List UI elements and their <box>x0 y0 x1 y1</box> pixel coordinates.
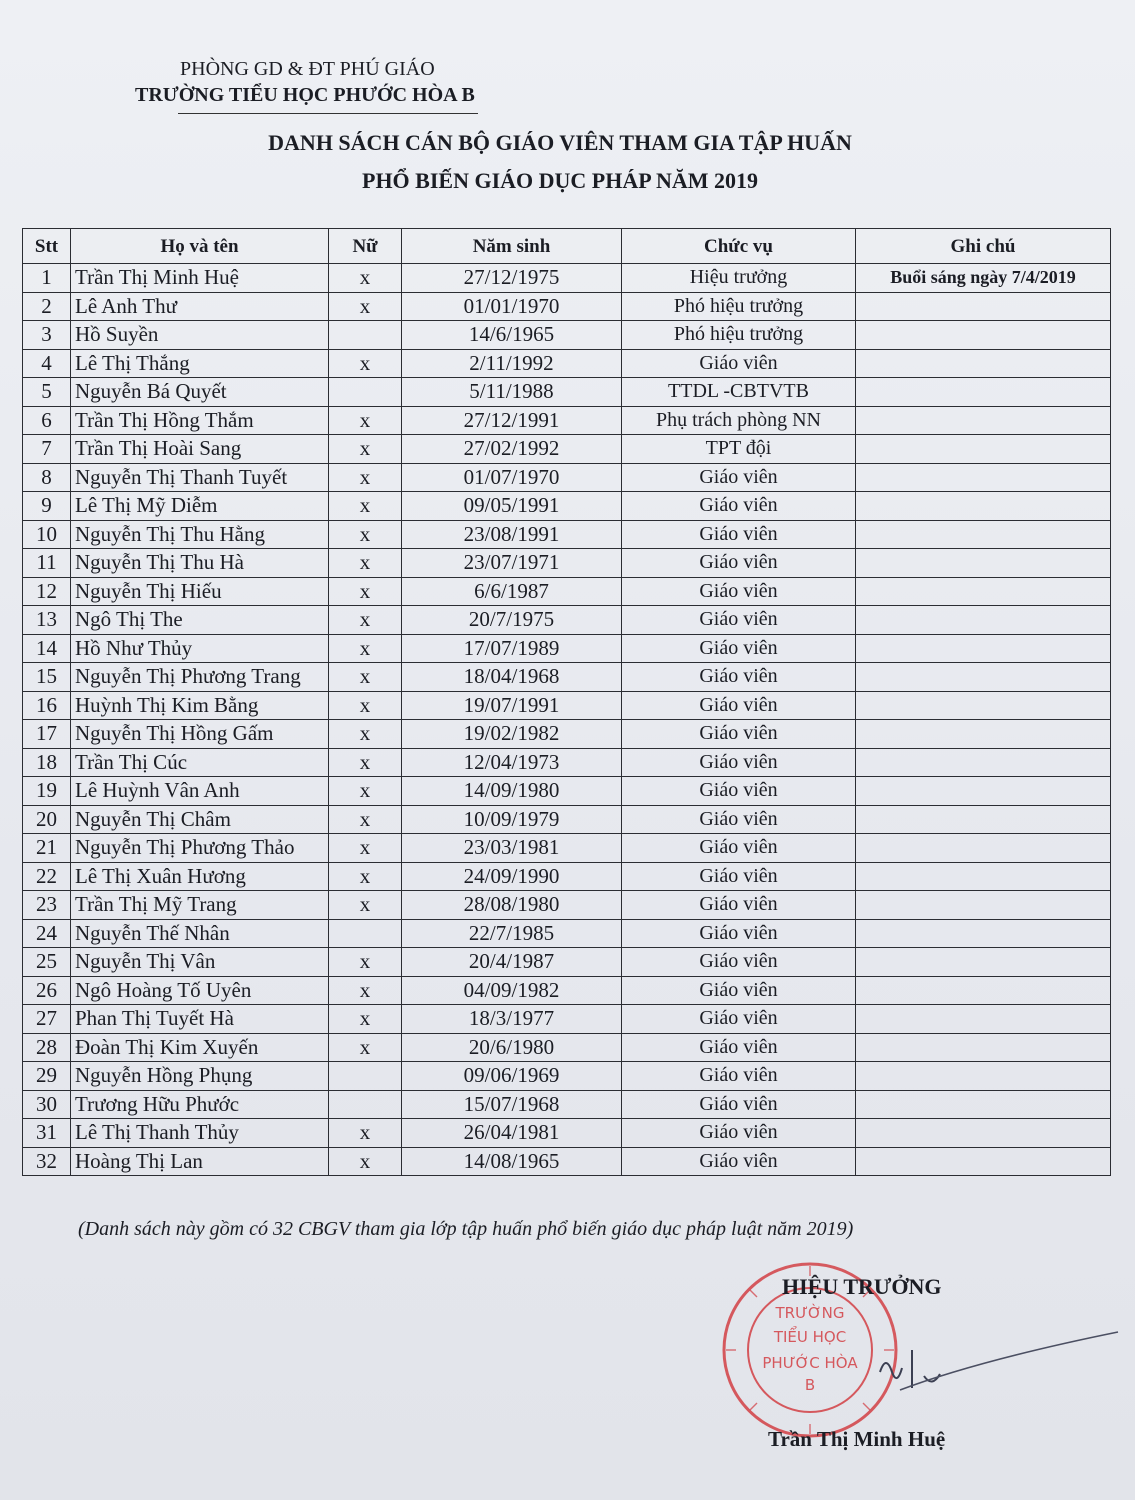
cell-name: Nguyễn Thị Hồng Gấm <box>71 720 329 749</box>
cell-female: x <box>329 264 402 293</box>
cell-stt: 6 <box>23 406 71 435</box>
cell-stt: 7 <box>23 435 71 464</box>
cell-position: Giáo viên <box>622 1005 856 1034</box>
cell-name: Lê Anh Thư <box>71 292 329 321</box>
cell-note <box>856 691 1111 720</box>
cell-note <box>856 834 1111 863</box>
cell-position: Giáo viên <box>622 463 856 492</box>
cell-note <box>856 948 1111 977</box>
cell-birth-date: 2/11/1992 <box>402 349 622 378</box>
cell-female: x <box>329 748 402 777</box>
cell-stt: 13 <box>23 606 71 635</box>
cell-name: Nguyễn Hồng Phụng <box>71 1062 329 1091</box>
cell-birth-date: 20/6/1980 <box>402 1033 622 1062</box>
cell-stt: 12 <box>23 577 71 606</box>
cell-birth-date: 5/11/1988 <box>402 378 622 407</box>
cell-stt: 1 <box>23 264 71 293</box>
cell-position: Giáo viên <box>622 1090 856 1119</box>
cell-note <box>856 748 1111 777</box>
table-row <box>23 1005 1111 1034</box>
cell-note <box>856 435 1111 464</box>
cell-stt: 10 <box>23 520 71 549</box>
cell-position: TPT đội <box>622 435 856 464</box>
cell-birth-date: 19/02/1982 <box>402 720 622 749</box>
cell-note <box>856 919 1111 948</box>
table-row <box>23 549 1111 578</box>
cell-female: x <box>329 891 402 920</box>
cell-position: Phó hiệu trưởng <box>622 292 856 321</box>
cell-birth-date: 15/07/1968 <box>402 1090 622 1119</box>
cell-birth-date: 27/12/1991 <box>402 406 622 435</box>
cell-name: Lê Thị Thắng <box>71 349 329 378</box>
cell-name: Trần Thị Hồng Thắm <box>71 406 329 435</box>
cell-birth-date: 27/12/1975 <box>402 264 622 293</box>
cell-note <box>856 720 1111 749</box>
cell-female: x <box>329 349 402 378</box>
cell-position: Giáo viên <box>622 606 856 635</box>
cell-stt: 25 <box>23 948 71 977</box>
cell-name: Trần Thị Hoài Sang <box>71 435 329 464</box>
table-row <box>23 634 1111 663</box>
cell-birth-date: 27/02/1992 <box>402 435 622 464</box>
table-row <box>23 919 1111 948</box>
cell-position: Phó hiệu trưởng <box>622 321 856 350</box>
cell-stt: 31 <box>23 1119 71 1148</box>
cell-note <box>856 862 1111 891</box>
document-title-line-1: DANH SÁCH CÁN BỘ GIÁO VIÊN THAM GIA TẬP HUẤN <box>268 130 852 155</box>
table-row <box>23 1090 1111 1119</box>
cell-name: Huỳnh Thị Kim Bằng <box>71 691 329 720</box>
cell-position: Giáo viên <box>622 1033 856 1062</box>
cell-stt: 21 <box>23 834 71 863</box>
table-header-row <box>23 229 1111 264</box>
table-row <box>23 691 1111 720</box>
cell-note <box>856 634 1111 663</box>
cell-stt: 26 <box>23 976 71 1005</box>
svg-text:B: B <box>804 1376 816 1394</box>
cell-name: Hoàng Thị Lan <box>71 1147 329 1176</box>
cell-name: Nguyễn Thị Phương Thảo <box>71 834 329 863</box>
table-row <box>23 748 1111 777</box>
cell-birth-date: 20/4/1987 <box>402 948 622 977</box>
cell-note <box>856 463 1111 492</box>
cell-stt: 9 <box>23 492 71 521</box>
cell-female: x <box>329 492 402 521</box>
cell-stt: 18 <box>23 748 71 777</box>
cell-birth-date: 26/04/1981 <box>402 1119 622 1148</box>
cell-position: Giáo viên <box>622 805 856 834</box>
cell-position: Giáo viên <box>622 691 856 720</box>
cell-birth-date: 14/6/1965 <box>402 321 622 350</box>
cell-birth-date: 24/09/1990 <box>402 862 622 891</box>
cell-name: Lê Thị Mỹ Diễm <box>71 492 329 521</box>
cell-name: Nguyễn Thế Nhân <box>71 919 329 948</box>
school-underline <box>178 113 478 114</box>
cell-birth-date: 12/04/1973 <box>402 748 622 777</box>
cell-position: Giáo viên <box>622 1062 856 1091</box>
signer-name: Trần Thị Minh Huệ <box>768 1427 946 1451</box>
table-body <box>23 264 1111 1176</box>
cell-stt: 24 <box>23 919 71 948</box>
table-row <box>23 435 1111 464</box>
cell-stt: 28 <box>23 1033 71 1062</box>
svg-text:TIỂU HỌC: TIỂU HỌC <box>773 1328 847 1346</box>
table-row <box>23 349 1111 378</box>
cell-stt: 19 <box>23 777 71 806</box>
table-row <box>23 520 1111 549</box>
cell-female: x <box>329 834 402 863</box>
cell-position: Giáo viên <box>622 492 856 521</box>
cell-birth-date: 04/09/1982 <box>402 976 622 1005</box>
cell-position: Giáo viên <box>622 1147 856 1176</box>
cell-female: x <box>329 1033 402 1062</box>
cell-note <box>856 321 1111 350</box>
table-row <box>23 805 1111 834</box>
cell-position: Giáo viên <box>622 720 856 749</box>
cell-birth-date: 10/09/1979 <box>402 805 622 834</box>
table-row <box>23 1147 1111 1176</box>
cell-position: Giáo viên <box>622 919 856 948</box>
cell-female: x <box>329 634 402 663</box>
cell-stt: 16 <box>23 691 71 720</box>
cell-birth-date: 14/09/1980 <box>402 777 622 806</box>
table-row <box>23 891 1111 920</box>
cell-name: Hồ Như Thủy <box>71 634 329 663</box>
cell-stt: 20 <box>23 805 71 834</box>
cell-female: x <box>329 862 402 891</box>
cell-birth-date: 09/05/1991 <box>402 492 622 521</box>
cell-note <box>856 1090 1111 1119</box>
cell-female: x <box>329 520 402 549</box>
col-header-position: Chức vụ <box>622 229 856 264</box>
cell-female: x <box>329 1119 402 1148</box>
cell-name: Lê Thị Thanh Thủy <box>71 1119 329 1148</box>
cell-stt: 8 <box>23 463 71 492</box>
cell-position: Giáo viên <box>622 1119 856 1148</box>
cell-stt: 14 <box>23 634 71 663</box>
cell-female <box>329 321 402 350</box>
cell-position: Giáo viên <box>622 634 856 663</box>
cell-name: Trần Thị Minh Huệ <box>71 264 329 293</box>
staff-table <box>22 228 1111 1176</box>
cell-note <box>856 777 1111 806</box>
document-title-line-2: PHỔ BIẾN GIÁO DỤC PHÁP NĂM 2019 <box>362 168 758 193</box>
cell-female: x <box>329 1005 402 1034</box>
cell-birth-date: 20/7/1975 <box>402 606 622 635</box>
cell-name: Nguyễn Thị Thu Hà <box>71 549 329 578</box>
cell-name: Nguyễn Thị Phương Trang <box>71 663 329 692</box>
cell-name: Ngô Thị The <box>71 606 329 635</box>
cell-note <box>856 1062 1111 1091</box>
cell-position: Giáo viên <box>622 549 856 578</box>
cell-position: Hiệu trưởng <box>622 264 856 293</box>
cell-birth-date: 14/08/1965 <box>402 1147 622 1176</box>
cell-name: Trần Thị Mỹ Trang <box>71 891 329 920</box>
cell-stt: 5 <box>23 378 71 407</box>
cell-female: x <box>329 463 402 492</box>
cell-birth-date: 01/01/1970 <box>402 292 622 321</box>
cell-position: Giáo viên <box>622 663 856 692</box>
cell-stt: 27 <box>23 1005 71 1034</box>
col-header-name: Họ và tên <box>71 229 329 264</box>
cell-note <box>856 976 1111 1005</box>
cell-female <box>329 1090 402 1119</box>
cell-female: x <box>329 777 402 806</box>
col-header-note: Ghi chú <box>856 229 1111 264</box>
svg-text:PHƯỚC HÒA: PHƯỚC HÒA <box>762 1354 858 1372</box>
cell-note <box>856 549 1111 578</box>
cell-female: x <box>329 720 402 749</box>
cell-name: Lê Huỳnh Vân Anh <box>71 777 329 806</box>
table-row <box>23 577 1111 606</box>
table-row <box>23 1033 1111 1062</box>
cell-female: x <box>329 691 402 720</box>
cell-position: Giáo viên <box>622 862 856 891</box>
cell-stt: 4 <box>23 349 71 378</box>
cell-name: Trương Hữu Phước <box>71 1090 329 1119</box>
cell-birth-date: 17/07/1989 <box>402 634 622 663</box>
cell-name: Nguyễn Thị Thanh Tuyết <box>71 463 329 492</box>
cell-birth-date: 18/04/1968 <box>402 663 622 692</box>
table-row <box>23 720 1111 749</box>
cell-female: x <box>329 406 402 435</box>
cell-name: Nguyễn Bá Quyết <box>71 378 329 407</box>
signature-title: HIỆU TRƯỞNG <box>782 1274 942 1299</box>
cell-birth-date: 01/07/1970 <box>402 463 622 492</box>
cell-female <box>329 1062 402 1091</box>
handwritten-signature <box>860 1320 1120 1420</box>
col-header-birth-date: Năm sinh <box>402 229 622 264</box>
cell-position: Giáo viên <box>622 976 856 1005</box>
cell-name: Nguyễn Thị Vân <box>71 948 329 977</box>
school-name: TRƯỜNG TIỂU HỌC PHƯỚC HÒA B <box>135 84 475 106</box>
cell-position: Phụ trách phòng NN <box>622 406 856 435</box>
cell-birth-date: 6/6/1987 <box>402 577 622 606</box>
cell-name: Nguyễn Thị Hiếu <box>71 577 329 606</box>
cell-female: x <box>329 948 402 977</box>
cell-position: Giáo viên <box>622 349 856 378</box>
cell-birth-date: 28/08/1980 <box>402 891 622 920</box>
table-row <box>23 976 1111 1005</box>
table-row <box>23 1062 1111 1091</box>
cell-birth-date: 23/08/1991 <box>402 520 622 549</box>
cell-stt: 17 <box>23 720 71 749</box>
table-row <box>23 321 1111 350</box>
cell-position: Giáo viên <box>622 891 856 920</box>
table-row <box>23 663 1111 692</box>
table-row <box>23 492 1111 521</box>
cell-female: x <box>329 435 402 464</box>
cell-position: Giáo viên <box>622 748 856 777</box>
cell-note <box>856 1005 1111 1034</box>
cell-name: Đoàn Thị Kim Xuyến <box>71 1033 329 1062</box>
cell-stt: 22 <box>23 862 71 891</box>
cell-birth-date: 23/07/1971 <box>402 549 622 578</box>
cell-female: x <box>329 577 402 606</box>
table-row <box>23 777 1111 806</box>
cell-stt: 3 <box>23 321 71 350</box>
cell-note <box>856 805 1111 834</box>
table-row <box>23 406 1111 435</box>
cell-position: Giáo viên <box>622 777 856 806</box>
cell-birth-date: 22/7/1985 <box>402 919 622 948</box>
cell-female: x <box>329 1147 402 1176</box>
table-row <box>23 463 1111 492</box>
cell-note <box>856 520 1111 549</box>
cell-birth-date: 19/07/1991 <box>402 691 622 720</box>
col-header-stt: Stt <box>23 229 71 264</box>
cell-note <box>856 292 1111 321</box>
svg-text:TRƯỜNG: TRƯỜNG <box>775 1304 845 1322</box>
cell-note <box>856 891 1111 920</box>
cell-note <box>856 577 1111 606</box>
cell-position: Giáo viên <box>622 834 856 863</box>
cell-stt: 29 <box>23 1062 71 1091</box>
cell-name: Nguyễn Thị Thu Hằng <box>71 520 329 549</box>
cell-position: Giáo viên <box>622 577 856 606</box>
cell-position: Giáo viên <box>622 948 856 977</box>
cell-stt: 30 <box>23 1090 71 1119</box>
table-row <box>23 1119 1111 1148</box>
cell-stt: 23 <box>23 891 71 920</box>
cell-name: Nguyễn Thị Châm <box>71 805 329 834</box>
cell-female: x <box>329 663 402 692</box>
cell-name: Lê Thị Xuân Hương <box>71 862 329 891</box>
cell-note <box>856 1033 1111 1062</box>
cell-name: Ngô Hoàng Tố Uyên <box>71 976 329 1005</box>
table-row <box>23 834 1111 863</box>
table-row <box>23 264 1111 293</box>
cell-female: x <box>329 976 402 1005</box>
cell-note <box>856 406 1111 435</box>
cell-female: x <box>329 606 402 635</box>
cell-stt: 11 <box>23 549 71 578</box>
cell-name: Phan Thị Tuyết Hà <box>71 1005 329 1034</box>
table-row <box>23 948 1111 977</box>
cell-female: x <box>329 292 402 321</box>
cell-position: TTDL -CBTVTB <box>622 378 856 407</box>
cell-note <box>856 606 1111 635</box>
table-row <box>23 378 1111 407</box>
cell-female: x <box>329 805 402 834</box>
cell-note: Buổi sáng ngày 7/4/2019 <box>856 264 1111 293</box>
cell-birth-date: 18/3/1977 <box>402 1005 622 1034</box>
table-row <box>23 862 1111 891</box>
cell-stt: 15 <box>23 663 71 692</box>
table-row <box>23 606 1111 635</box>
cell-note <box>856 663 1111 692</box>
cell-birth-date: 23/03/1981 <box>402 834 622 863</box>
cell-stt: 32 <box>23 1147 71 1176</box>
cell-name: Hồ Suyền <box>71 321 329 350</box>
cell-stt: 2 <box>23 292 71 321</box>
table-row <box>23 292 1111 321</box>
cell-note <box>856 492 1111 521</box>
cell-female <box>329 919 402 948</box>
cell-female <box>329 378 402 407</box>
footnote: (Danh sách này gồm có 32 CBGV tham gia lớp tập huấn phổ biến giáo dục pháp luật năm 2019) <box>78 1218 854 1240</box>
cell-female: x <box>329 549 402 578</box>
cell-note <box>856 1119 1111 1148</box>
cell-position: Giáo viên <box>622 520 856 549</box>
cell-note <box>856 1147 1111 1176</box>
cell-note <box>856 378 1111 407</box>
col-header-female: Nữ <box>329 229 402 264</box>
agency-name: PHÒNG GD & ĐT PHÚ GIÁO <box>180 58 435 80</box>
cell-birth-date: 09/06/1969 <box>402 1062 622 1091</box>
cell-name: Trần Thị Cúc <box>71 748 329 777</box>
cell-note <box>856 349 1111 378</box>
